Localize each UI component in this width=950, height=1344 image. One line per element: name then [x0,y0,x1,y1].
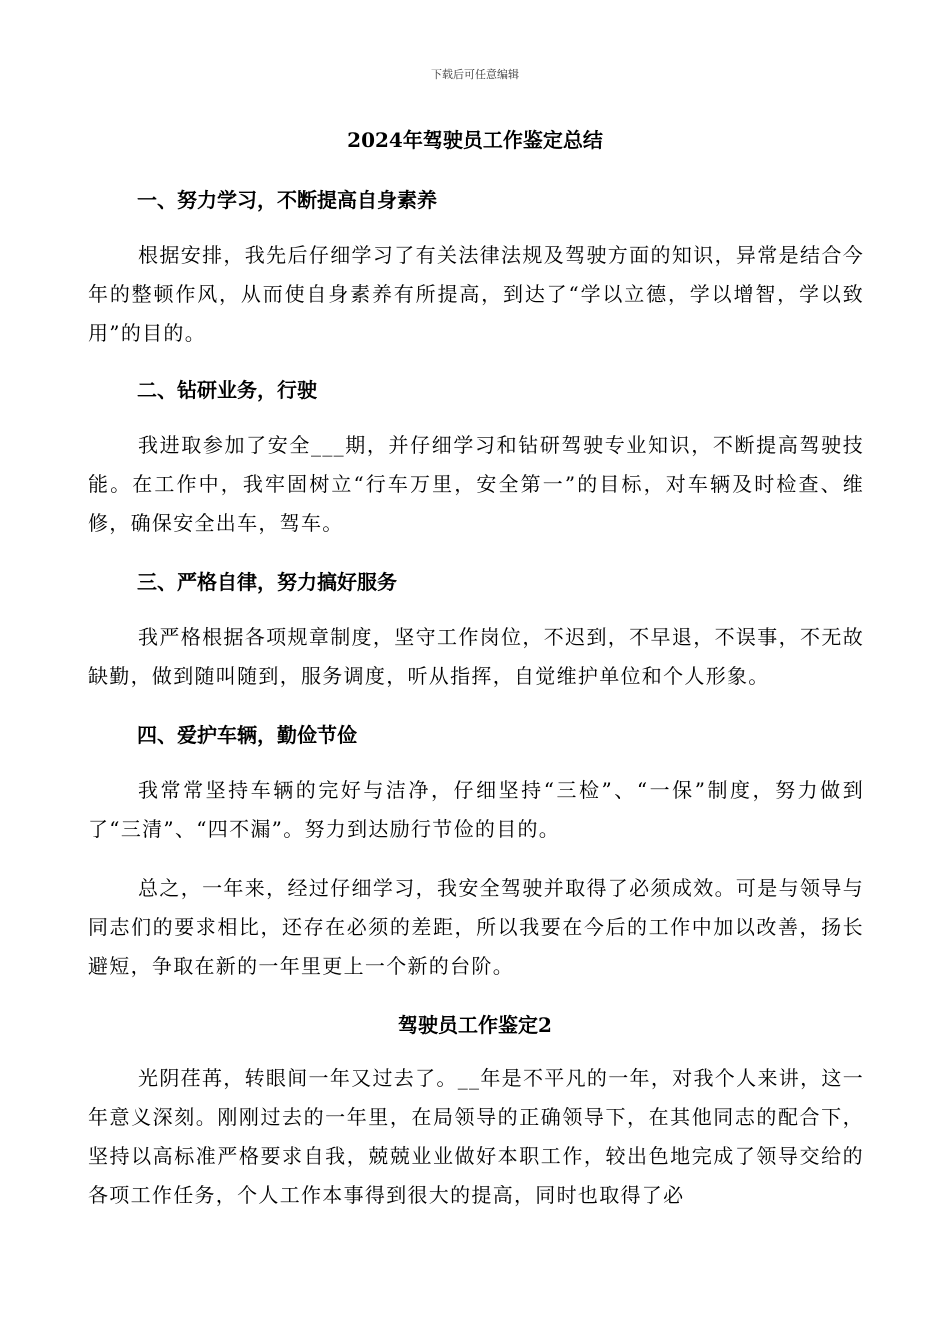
section-paragraph-4: 我常常坚持车辆的完好与洁净，仔细坚持“三检”、“一保”制度，努力做到了“三清”、“四不漏”。努力到达励行节俭的目的。 [88,778,864,841]
section-paragraph-2: 我进取参加了安全___期，并仔细学习和钻研驾驶专业知识，不断提高驾驶技能。在工作中，我牢固树立“行车万里，安全第一”的目标，对车辆及时检查、维修，确保安全出车，驾车。 [88,433,864,535]
section-heading-1: 一、努力学习，不断提高自身素养 [137,188,437,212]
header-note: 下载后可任意编辑 [431,68,519,81]
second-document-title: 驾驶员工作鉴定2 [398,1013,552,1037]
section-paragraph-3: 我严格根据各项规章制度，坚守工作岗位，不迟到，不早退，不误事，不无故缺勤，做到随叫随到，服务调度，听从指挥，自觉维护单位和个人形象。 [88,625,864,688]
document-title: 2024年驾驶员工作鉴定总结 [347,128,603,152]
section-paragraph-1: 根据安排，我先后仔细学习了有关法律法规及驾驶方面的知识，异常是结合今年的整顿作风，从而使自身素养有所提高，到达了“学以立德，学以增智，学以致用”的目的。 [88,243,864,345]
section-heading-4: 四、爱护车辆，勤俭节俭 [137,723,357,747]
section-heading-2: 二、钻研业务，行驶 [137,378,317,402]
summary-paragraph: 总之，一年来，经过仔细学习，我安全驾驶并取得了必须成效。可是与领导与同志们的要求相比，还存在必须的差距，所以我要在今后的工作中加以改善，扬长避短，争取在新的一年里更上一个新的台阶。 [88,876,864,978]
section-heading-3: 三、严格自律，努力搞好服务 [137,570,397,594]
second-paragraph: 光阴荏苒，转眼间一年又过去了。__年是不平凡的一年，对我个人来讲，这一年意义深刻。刚刚过去的一年里，在局领导的正确领导下，在其他同志的配合下，坚持以高标准严格要求自我，兢兢业业做好本职工作，较出色地完成了领导交给的各项工作任务，个人工作本事得到很大的提高，同时也取得了必 [88,1066,864,1207]
